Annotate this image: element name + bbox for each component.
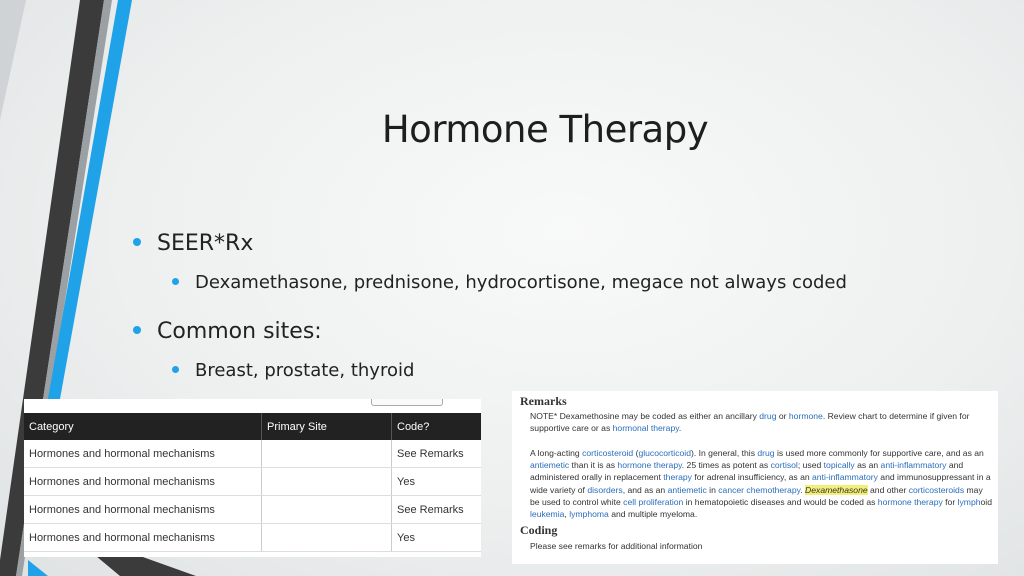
- remarks-note: NOTE* Dexamethosine may be coded as either an ancillary drug or hormone. Review chart to determine if given for supportive care or as hormonal therapy.: [530, 411, 970, 434]
- cell-code: Yes: [392, 468, 482, 496]
- highlight-dexamethasone: Dexamethasone: [805, 484, 868, 495]
- table-row: [24, 524, 481, 552]
- coding-heading: Coding: [520, 523, 558, 537]
- table-header-row: [24, 413, 481, 440]
- bullet-list: [130, 228, 847, 386]
- cell-category: Hormones and hormonal mechanisms: [24, 496, 262, 524]
- remarks-image: [512, 391, 998, 564]
- table-row: [24, 468, 481, 496]
- slide-title: Hormone Therapy: [381, 108, 709, 151]
- link-corticosteroids[interactable]: corticosteroids: [908, 484, 965, 495]
- table-row: [24, 496, 481, 524]
- table-control-button[interactable]: [371, 399, 443, 406]
- category-table: [24, 413, 481, 552]
- link-hormone[interactable]: hormone: [788, 411, 823, 421]
- link-hormone-therapy[interactable]: hormone therapy: [617, 460, 682, 471]
- link-drug[interactable]: drug: [757, 448, 775, 458]
- link-cancer-chemotherapy[interactable]: cancer chemotherapy: [718, 484, 801, 495]
- cell-primary-site: [262, 524, 392, 552]
- bullet-common-sites: Common sites:: [130, 316, 847, 348]
- sub-bullet-sites: Breast, prostate, thyroid: [130, 356, 847, 386]
- header-code: Code?: [392, 413, 482, 440]
- coding-text: Please see remarks for additional information: [530, 541, 703, 551]
- link-drug[interactable]: drug: [759, 411, 777, 421]
- link-therapy[interactable]: therapy: [663, 472, 692, 483]
- cell-primary-site: [262, 496, 392, 524]
- stripe-light: [0, 0, 26, 120]
- link-anti-inflammatory[interactable]: anti-inflammatory: [812, 472, 878, 483]
- cell-category: Hormones and hormonal mechanisms: [24, 468, 262, 496]
- header-primary-site: Primary Site: [262, 413, 392, 440]
- link-anti-inflammatory[interactable]: anti-inflammatory: [880, 460, 947, 471]
- link-lymph[interactable]: lymph: [957, 496, 981, 507]
- link-disorders[interactable]: disorders: [587, 484, 623, 495]
- stripe-blue-bottom: [28, 560, 48, 576]
- link-cortisol[interactable]: cortisol: [770, 460, 798, 471]
- cell-category: Hormones and hormonal mechanisms: [24, 524, 262, 552]
- stripe-dark-bottom: [96, 556, 196, 576]
- link-topically[interactable]: topically: [823, 460, 855, 471]
- cell-code: See Remarks: [392, 496, 482, 524]
- sub-bullet-drugs: Dexamethasone, prednisone, hydrocortisone, megace not always coded: [130, 268, 847, 298]
- remarks-description: A long-acting corticosteroid (glucocorticoid). In general, this drug is used more commonly for supportive care, and as an antiemetic than it is as hormone therapy. 25 times as potent as cortisol; used topically as an anti-inflammatory and administered orally in replacement therapy for adrenal insufficiency, as an anti-inflammatory and immunosuppressant in a wide variety of disorders, and as an antiemetic in cancer chemotherapy. Dexamethasone and other corticosteroids may be used to control white cell proliferation in hematopoietic diseases and would be coded as hormone therapy for lymphoid leukemia, lymphoma and multiple myeloma.: [530, 448, 992, 520]
- link-leukemia[interactable]: leukemia: [530, 509, 565, 520]
- cell-category: Hormones and hormonal mechanisms: [24, 440, 262, 468]
- link-lymphoma[interactable]: lymphoma: [569, 509, 609, 520]
- table-row: [24, 440, 481, 468]
- link-corticosteroid[interactable]: corticosteroid: [582, 448, 634, 458]
- link-glucocorticoid[interactable]: glucocorticoid: [638, 448, 691, 458]
- link-antiemetic[interactable]: antiemetic: [530, 460, 570, 471]
- remarks-heading: Remarks: [520, 394, 567, 408]
- link-hormone-therapy[interactable]: hormone therapy: [877, 496, 943, 507]
- bullet-seer-rx: SEER*Rx: [130, 228, 847, 260]
- link-hormonal-therapy[interactable]: hormonal therapy: [612, 423, 679, 434]
- category-table-image: [24, 399, 481, 557]
- link-antiemetic[interactable]: antiemetic: [667, 484, 707, 495]
- cell-primary-site: [262, 468, 392, 496]
- header-category: Category: [24, 413, 262, 440]
- cell-code: See Remarks: [392, 440, 482, 468]
- cell-primary-site: [262, 440, 392, 468]
- link-cell-proliferation[interactable]: cell proliferation: [623, 496, 684, 507]
- cell-code: Yes: [392, 524, 482, 552]
